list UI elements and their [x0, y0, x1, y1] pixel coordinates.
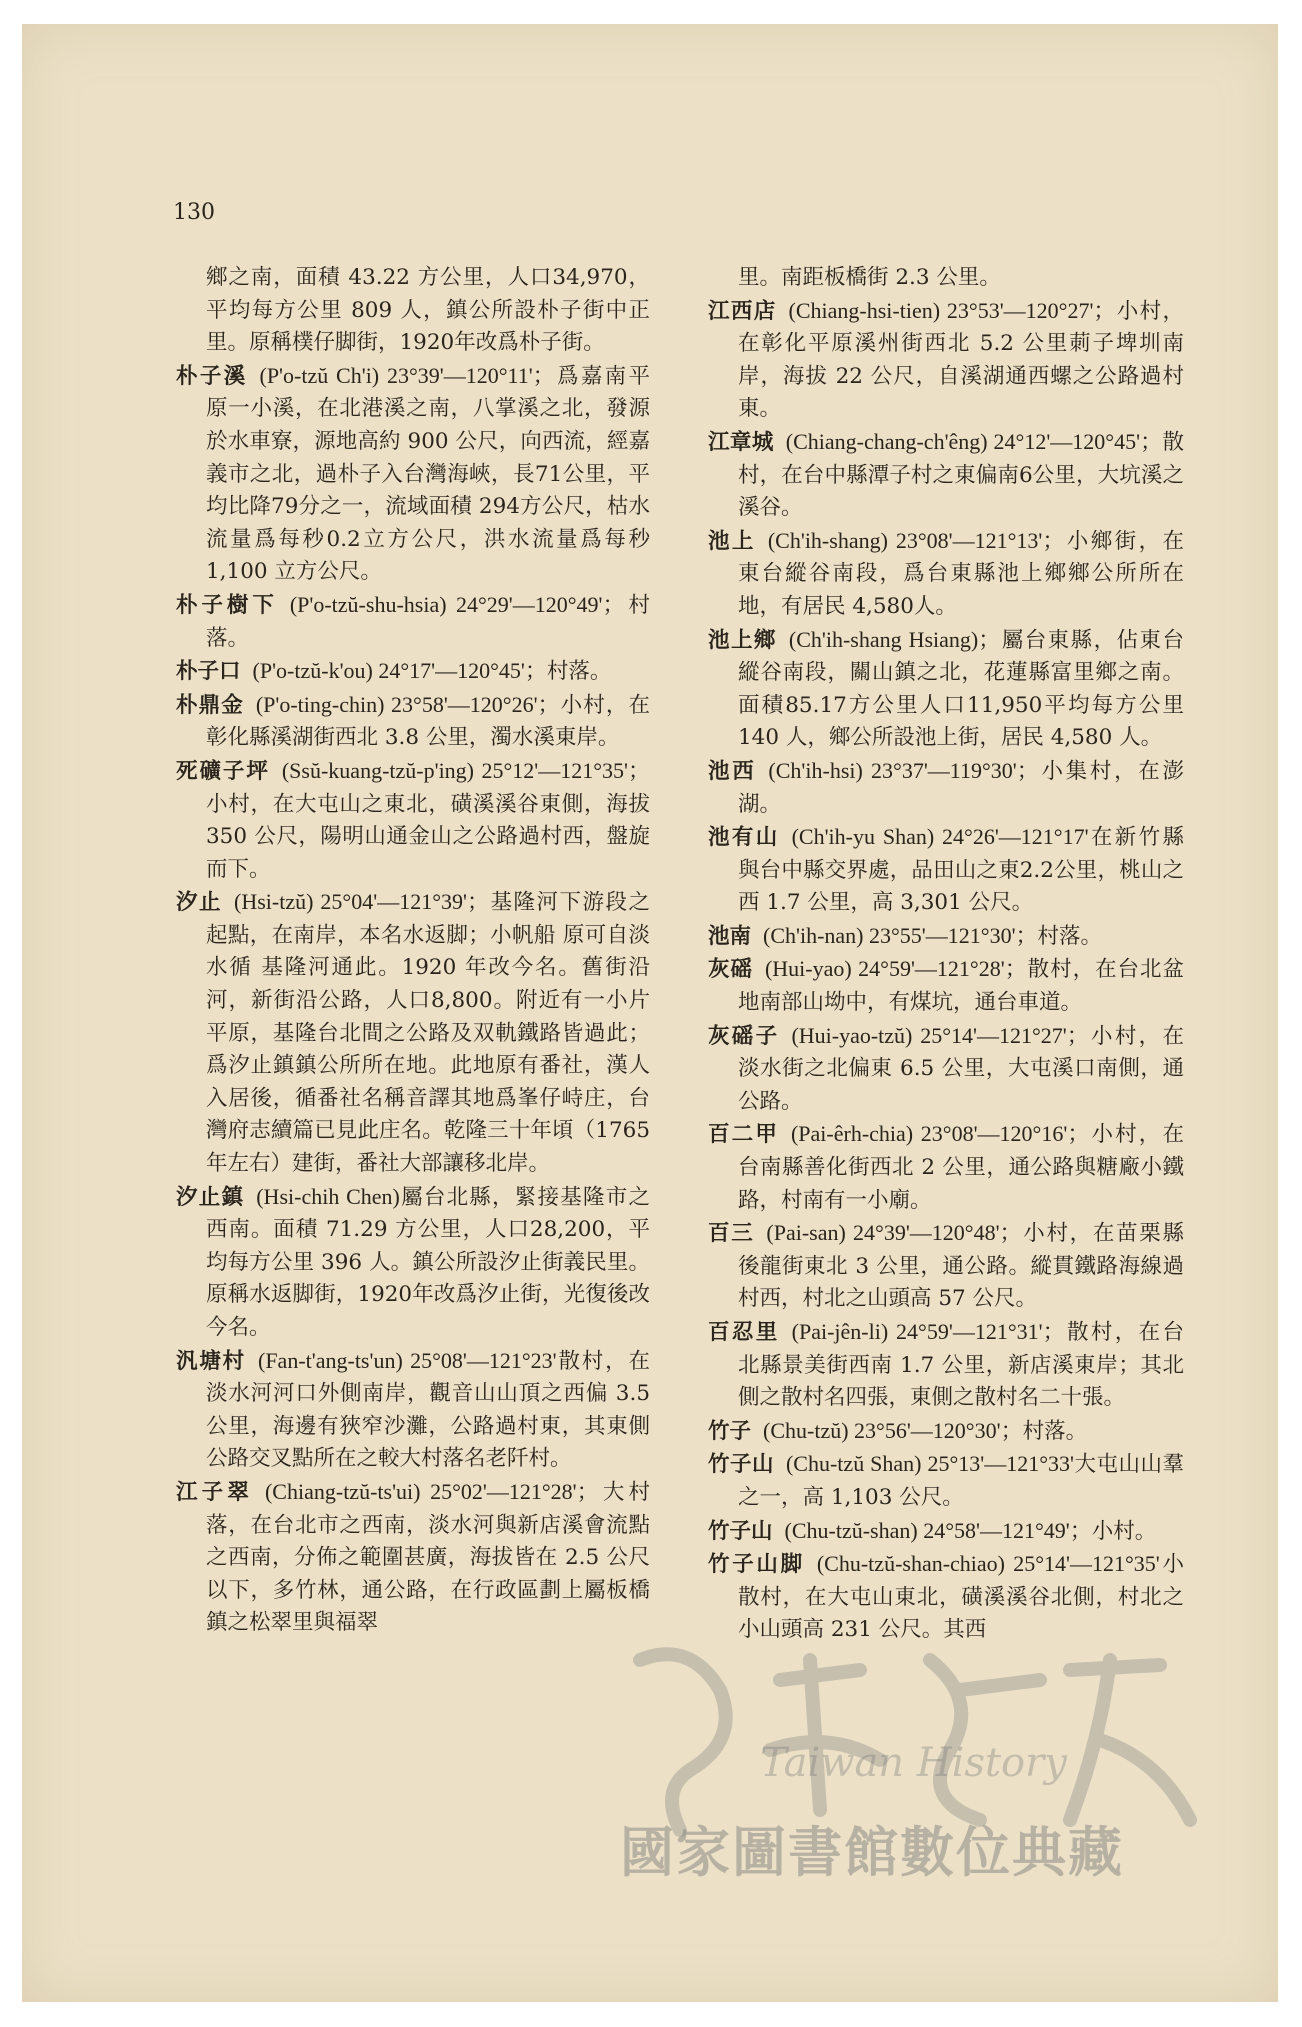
entry-text: 村落。 — [206, 592, 650, 651]
entry — [176, 655, 650, 689]
entry-romanization: (Chiang-hsi-tien) 23°53'—120°27'； — [788, 297, 1116, 323]
entry — [708, 821, 1184, 920]
entry-headword: 百三 — [708, 1221, 755, 1247]
entry-headword: 百忍里 — [708, 1320, 780, 1345]
entry-romanization: (P'o-tzŭ-k'ou) 24°17'—120°45'； — [252, 658, 547, 684]
entry-headword: 汐止 — [176, 890, 223, 916]
entry — [708, 1118, 1184, 1217]
entry-romanization: (Ch'ih-nan) 23°55'—121°30'； — [763, 922, 1038, 948]
watermark-subtext: Taiwan History — [760, 1740, 1067, 1786]
entry-headword: 江子翠 — [176, 1479, 253, 1505]
entry-headword: 池有山 — [708, 825, 780, 851]
entry-text: 小村，在苗栗縣後龍街東北 3 公里，通公路。縱貫鐵路海線過村西，村北之山頭高 57 公尺。 — [738, 1221, 1184, 1312]
entry-text: 散村，在台北盆地南部山坳中，有煤坑，通台車道。 — [738, 957, 1184, 1016]
entry-headword: 朴子樹下 — [176, 592, 278, 618]
entry-text: 里。南距板橋街 2.3 公里。 — [738, 265, 1001, 290]
entry — [708, 755, 1184, 821]
entry-romanization: (Ch'ih-shang) 23°08'—121°13'； — [767, 527, 1065, 553]
entry-romanization: (P'o-tzŭ-shu-hsia) 24°29'—120°49'； — [289, 591, 625, 617]
entry-romanization: (Hui-yao-tzŭ) 25°14'—121°27'； — [791, 1022, 1089, 1048]
entry-headword: 池上 — [708, 528, 756, 554]
entry-headword: 竹子山 — [708, 1518, 773, 1544]
entry-romanization: (Pai-êrh-chia) 23°08'—120°16'； — [790, 1121, 1090, 1147]
entry-text: 散村，在淡水河河口外側南岸，觀音山山頂之西偏 3.5 公里，海邊有狹窄沙灘，公路過村東，其東側公路交叉點所在之較大村落名老阡村。 — [206, 1348, 650, 1472]
entry — [708, 525, 1184, 624]
entry-headword: 汐止鎮 — [176, 1184, 245, 1210]
entry-headword: 池西 — [708, 758, 757, 784]
entry-headword: 百二甲 — [708, 1122, 779, 1148]
entry-romanization: (Ch'ih-shang Hsiang)； — [788, 626, 1001, 652]
entry — [708, 262, 1184, 295]
entry-headword: 竹子山 — [708, 1452, 774, 1478]
entry-headword: 江西店 — [708, 298, 777, 324]
entry — [176, 755, 650, 886]
entry-text: 村落。 — [546, 659, 612, 685]
entry-headword: 朴子溪 — [176, 363, 248, 389]
entry-romanization: (P'o-ting-chin) 23°58'—120°26'； — [255, 691, 560, 717]
right-column — [708, 262, 1184, 1647]
entry — [708, 1515, 1184, 1549]
entry-text: 小村，在台南縣善化街西北 2 公里，通公路與糖廠小鐵路，村南有一小廟。 — [738, 1122, 1184, 1213]
entry-romanization: (Ssŭ-kuang-tzŭ-p'ing) 25°12'—121°35'； — [281, 757, 650, 783]
entry-text: 大屯山山羣之一，高 1,103 公尺。 — [738, 1452, 1184, 1510]
entry-text: 屬台北縣，緊接基隆市之西南。面積 71.29 方公里，人口28,200，平均每方公里 396 人。鎮公所設汐止街義民里。原稱水返脚街，1920年改爲汐止街，光復後改今名。 — [206, 1184, 650, 1340]
entry-romanization: (Ch'ih-hsi) 23°37'—119°30'； — [768, 757, 1039, 783]
entry — [708, 426, 1184, 525]
entry-text: 散村，在台中縣潭子村之東偏南6公里，大坑溪之溪谷。 — [738, 429, 1184, 521]
entry-text: 小村，在彰化平原溪州街西北 5.2 公里莿子埤圳南岸，海拔 22 公尺，自溪湖通西螺之公路過村東。 — [738, 298, 1184, 422]
entry-romanization: (Chiang-tzŭ-ts'ui) 25°02'—121°28'； — [264, 1478, 599, 1504]
entry-romanization: (Hsi-tzŭ) 25°04'—121°39'； — [234, 889, 489, 915]
entry-text: 小村，在大屯山之東北，磺溪溪谷東側，海拔 350 公尺，陽明山通金山之公路過村西，盤旋而下。 — [206, 791, 650, 882]
entry-headword: 竹子 — [708, 1418, 752, 1444]
left-column — [176, 262, 650, 1640]
entry-text: 村落。 — [1037, 923, 1103, 949]
entry-romanization: (Chu-tzŭ-shan) 24°58'—121°49'； — [784, 1517, 1092, 1543]
entry — [176, 262, 650, 360]
entry-text: 村落。 — [1022, 1418, 1088, 1444]
entry — [708, 1316, 1184, 1415]
entry-headword: 朴子口 — [176, 659, 241, 685]
entry-text: 在新竹縣與台中縣交界處，品田山之東2.2公里，桃山之西 1.7 公里，高 3,301 公尺。 — [738, 825, 1184, 916]
entry-headword: 死礦子坪 — [176, 758, 270, 784]
entry — [708, 1217, 1184, 1316]
entry — [176, 589, 650, 655]
entry — [176, 1476, 650, 1640]
entry — [708, 920, 1184, 954]
watermark-text: 國家圖書館數位典藏 — [620, 1821, 1124, 1884]
entry-headword: 池南 — [708, 923, 752, 949]
entry-romanization: (Chu-tzŭ) 23°56'—120°30'； — [763, 1417, 1023, 1443]
entry-headword: 竹子山脚 — [708, 1552, 805, 1578]
entry-headword: 池上鄉 — [708, 627, 777, 653]
entry — [176, 1345, 650, 1476]
entry-text: 小集村，在澎湖。 — [738, 758, 1184, 817]
entry-romanization: (Pai-san) 24°39'—120°48'； — [766, 1220, 1022, 1246]
entry-text: 小散村，在大屯山東北，磺溪溪谷北側，村北之小山頭高 231 公尺。其西 — [738, 1552, 1184, 1643]
entry-text: 屬台東縣，佔東台縱谷南段，關山鎮之北，花蓮縣富里鄉之南。面積85.17方公里人口11,950平均每方公里 140 人，鄉公所設池上街，居民 4,580 人。 — [738, 627, 1184, 751]
entry — [708, 1548, 1184, 1647]
entry-text: 小村，在彰化縣溪湖街西北 3.8 公里，濁水溪東岸。 — [206, 692, 650, 751]
entry — [708, 295, 1184, 426]
entry-romanization: (Hsi-chih Chen) — [256, 1183, 400, 1209]
entry — [708, 1448, 1184, 1514]
entry-text: 小村。 — [1091, 1518, 1157, 1544]
entry — [708, 1020, 1184, 1119]
entry-text: 大村落，在台北市之西南，淡水河與新店溪會流點之西南，分佈之範圍甚廣，海拔皆在 2.5 公尺以下，多竹林，通公路，在行政區劃上屬板橋鎮之松翠里與福翠 — [206, 1479, 650, 1636]
page-number: 130 — [173, 200, 215, 225]
entry — [176, 689, 650, 755]
entry-headword: 灰磘子 — [708, 1023, 780, 1049]
entry-romanization: (Pai-jên-li) 24°59'—121°31'； — [791, 1319, 1065, 1344]
entry — [176, 1181, 650, 1345]
entry-text: 散村，在台北縣景美街西南 1.7 公里，新店溪東岸；其北側之散村名四張，東側之散村名二十張。 — [738, 1320, 1184, 1411]
entry-text: 鄉之南，面積 43.22 方公里，人口34,970，平均每方公里 809 人，鎮公所設朴子街中正里。原稱樸仔脚街，1920年改爲朴子街。 — [206, 265, 650, 356]
entry — [708, 953, 1184, 1019]
entry-romanization: (Chu-tzŭ Shan) 25°13'—121°33' — [785, 1451, 1075, 1477]
entry-romanization: (Hui-yao) 24°59'—121°28'； — [764, 956, 1027, 982]
entry-romanization: (Chu-tzŭ-shan-chiao) 25°14'—121°35' — [816, 1551, 1160, 1577]
entry-headword: 灰磘 — [708, 957, 753, 983]
entry-text: 小村，在淡水街之北偏東 6.5 公里，大屯溪口南側，通公路。 — [738, 1023, 1184, 1114]
entry-headword: 朴鼎金 — [176, 692, 244, 718]
entry — [708, 1415, 1184, 1449]
entry — [176, 886, 650, 1180]
entry-romanization: (Chiang-chang-ch'êng) 24°12'—120°45'； — [785, 428, 1163, 454]
entry — [708, 624, 1184, 755]
entry-romanization: (P'o-tzŭ Ch'i) 23°39'—120°11'； — [259, 362, 555, 388]
entry-text: 小鄉街，在東台縱谷南段，爲台東縣池上鄉鄉公所所在地，有居民 4,580人。 — [738, 528, 1184, 619]
entry-text: 爲嘉南平原一小溪，在北港溪之南，八掌溪之北，發源於水車寮，源地高約 900 公尺，向西流，經嘉義市之北，過朴子入台灣海峽，長71公里，平均比降79分之一，流域面積 294方公尺，枯水流量爲每秒0.2立方公尺，洪水流量爲每秒 1,100 立方公尺。 — [206, 363, 650, 585]
entry-text: 基隆河下游段之起點，在南岸，本名水返脚；小帆船 原可自淡水循 基隆河通此。1920 年改今名。舊街沿河，新街沿公路，人口8,800。附近有一小片平原，基隆台北間之公路及双軌鐵路皆過此；爲汐止鎮鎮公所所在地。此地原有番社，漢人入居後，循番社名稱音譯其地爲峯仔峙庄，台灣府志續篇已見此庄名。乾隆三十年頃（1765年左右）建街，番社大部讓移北岸。 — [206, 890, 650, 1177]
entry-headword: 汎塘村 — [176, 1348, 246, 1374]
entry-headword: 江章城 — [708, 429, 774, 455]
entry-romanization: (Fan-t'ang-ts'un) 25°08'—121°23' — [258, 1347, 557, 1373]
entry-romanization: (Ch'ih-yu Shan) 24°26'—121°17' — [791, 824, 1089, 850]
entry — [176, 360, 650, 589]
